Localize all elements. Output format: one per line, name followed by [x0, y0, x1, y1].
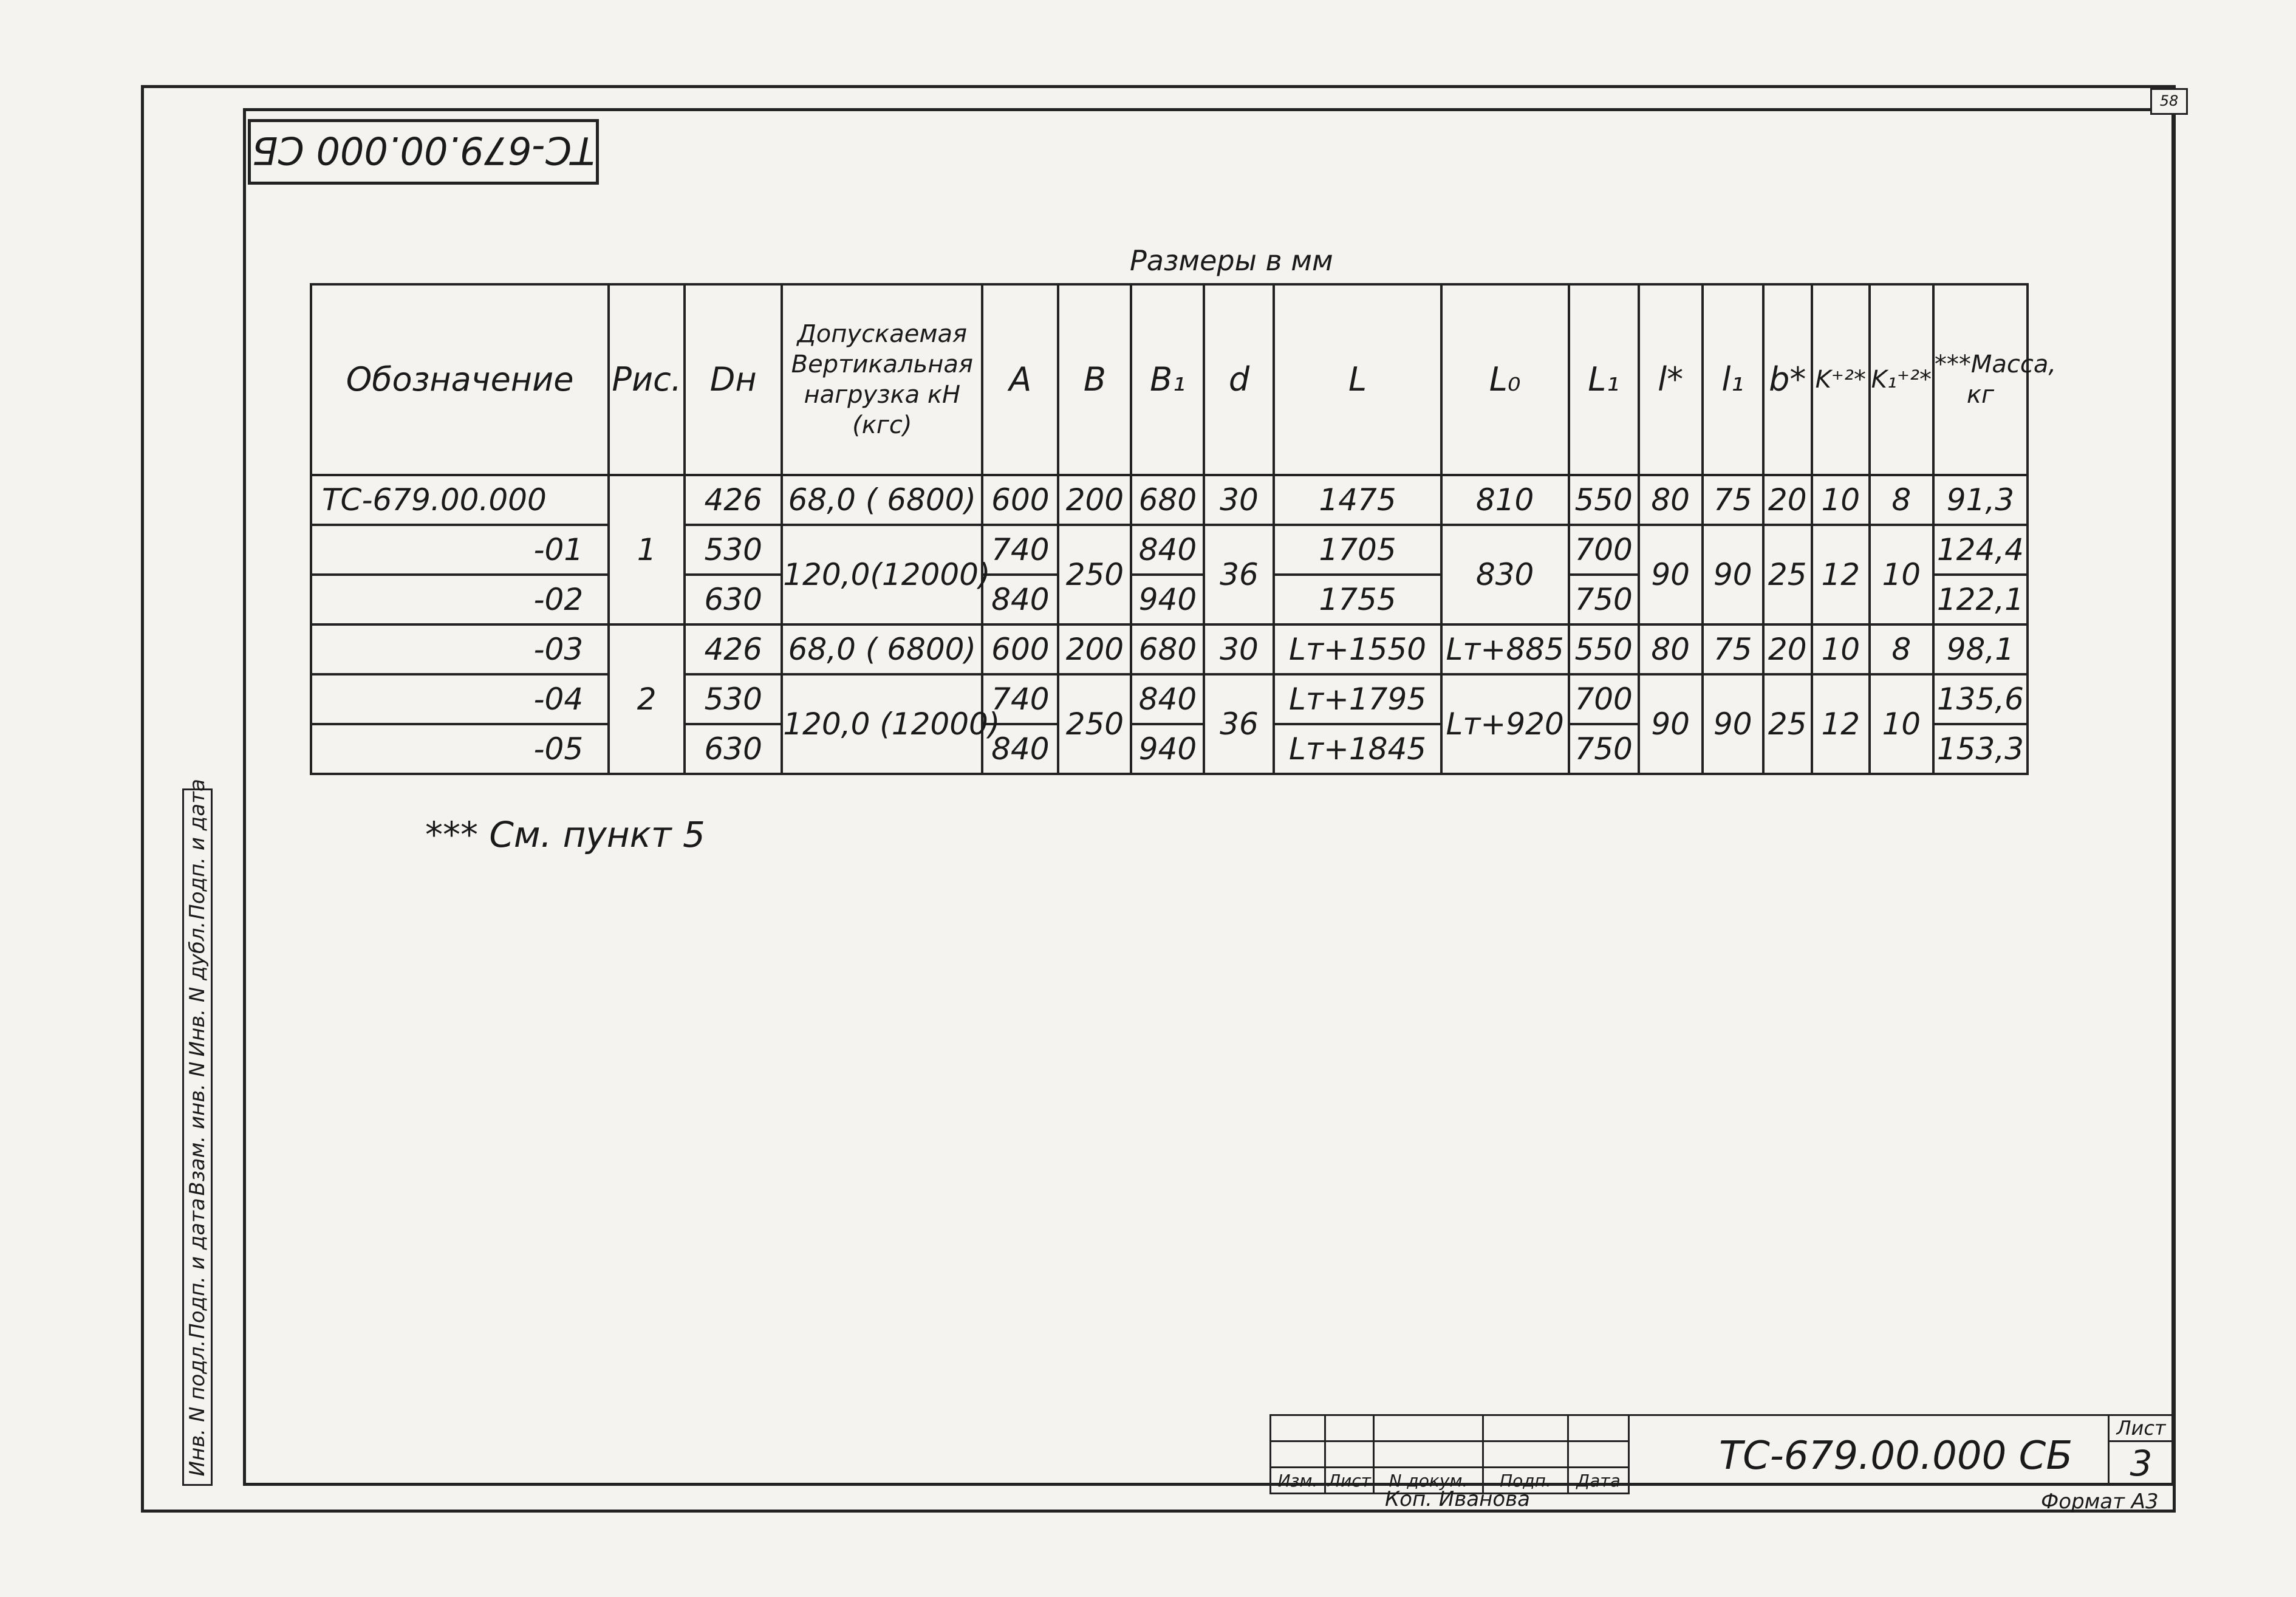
cell-l0: Lт+920: [1441, 674, 1569, 774]
cell-k1: 10: [1870, 674, 1933, 774]
cell-k: 12: [1812, 674, 1870, 774]
cell-a: 600: [982, 624, 1058, 674]
cell-a: 740: [982, 674, 1058, 724]
cell-l1: 750: [1569, 724, 1639, 774]
cell-l-star: 80: [1639, 475, 1703, 525]
cell-b1: 940: [1131, 575, 1204, 624]
cell-b-star: 25: [1763, 674, 1812, 774]
table-row: [311, 525, 2028, 575]
copied-by: Коп. Иванова: [1385, 1487, 1530, 1511]
cell-l: Lт+1845: [1274, 724, 1441, 774]
specification-table: [310, 283, 2057, 775]
cell-d: 36: [1204, 674, 1274, 774]
header-fig: Рис.: [609, 284, 685, 475]
side-label-sign-date-2: Подп. и дата: [185, 1198, 210, 1339]
cell-dn: 530: [685, 525, 782, 575]
header-k1: K₁⁺²*: [1870, 284, 1933, 475]
cell-mass: 135,6: [1933, 674, 2028, 724]
cell-k1: 10: [1870, 525, 1933, 624]
paper-format: Формат А3: [2041, 1489, 2159, 1514]
cell-l-star: 90: [1639, 525, 1703, 624]
cell-k: 12: [1812, 525, 1870, 624]
header-dn: Dн: [685, 284, 782, 475]
cell-l1: 550: [1569, 475, 1639, 525]
cell-d: 30: [1204, 624, 1274, 674]
cell-designation: -04: [311, 674, 609, 724]
header-mass: ***Масса, кг: [1933, 284, 2028, 475]
cell-k1: 8: [1870, 624, 1933, 674]
cell-b1: 840: [1131, 674, 1204, 724]
cell-b1: 680: [1131, 624, 1204, 674]
cell-l-star: 90: [1639, 674, 1703, 774]
cell-l: Lт+1795: [1274, 674, 1441, 724]
cell-b1: 680: [1131, 475, 1204, 525]
cell-b-star: 20: [1763, 624, 1812, 674]
cell-l-star: 80: [1639, 624, 1703, 674]
table-header-row: [311, 284, 2028, 475]
cell-load: 120,0 (12000): [782, 674, 982, 774]
cell-d: 36: [1204, 525, 1274, 624]
cell-designation: -05: [311, 724, 609, 774]
cell-mass: 91,3: [1933, 475, 2028, 525]
header-k: K⁺²*: [1812, 284, 1870, 475]
cell-l1: 700: [1569, 525, 1639, 575]
cell-l1: 700: [1569, 674, 1639, 724]
header-a: A: [982, 284, 1058, 475]
cell-mass: 122,1: [1933, 575, 2028, 624]
header-l: L: [1274, 284, 1441, 475]
cell-l: 1755: [1274, 575, 1441, 624]
cell-dn: 630: [685, 724, 782, 774]
tb-col-change: Изм.: [1271, 1468, 1325, 1494]
cell-fig: 1: [609, 475, 685, 624]
cell-l1-small: 75: [1703, 475, 1763, 525]
cell-l0: 830: [1441, 525, 1569, 624]
header-designation: Обозначение: [311, 284, 609, 475]
rotated-designation-stamp: ТС-679.00.000 СБ: [248, 119, 599, 185]
cell-l: 1705: [1274, 525, 1441, 575]
units-caption: Размеры в мм: [1130, 244, 1333, 277]
side-label-repl-inv: Взам. инв. N: [185, 1061, 210, 1196]
header-l-star: l*: [1639, 284, 1703, 475]
cell-b: 200: [1058, 475, 1131, 525]
cell-b1: 940: [1131, 724, 1204, 774]
cell-load: 120,0(12000): [782, 525, 982, 624]
tb-col-docnum: N докум.: [1374, 1468, 1483, 1494]
header-b1: B₁: [1131, 284, 1204, 475]
header-l1: L₁: [1569, 284, 1639, 475]
side-label-orig-inv: Инв. N подл.: [185, 1339, 210, 1477]
cell-load: 68,0 ( 6800): [782, 624, 982, 674]
title-block-revisions: [1269, 1414, 1630, 1494]
header-load: Допускаемая Вертикальная нагрузка кН (кгс): [782, 284, 982, 475]
cell-l: Lт+1550: [1274, 624, 1441, 674]
cell-l1: 550: [1569, 624, 1639, 674]
tb-col-sheet: Лист: [1325, 1468, 1374, 1494]
corner-sheet-number: 58: [2150, 88, 2188, 115]
sheet-label: Лист: [2110, 1416, 2173, 1442]
title-block-sheet-box: [2108, 1414, 2175, 1486]
cell-l1-small: 90: [1703, 525, 1763, 624]
cell-load: 68,0 ( 6800): [782, 475, 982, 525]
cell-l1-small: 90: [1703, 674, 1763, 774]
table-row: [311, 475, 2028, 525]
header-d: d: [1204, 284, 1274, 475]
cell-b: 250: [1058, 674, 1131, 774]
cell-l1-small: 75: [1703, 624, 1763, 674]
tb-col-sign: Подп.: [1483, 1468, 1568, 1494]
cell-b1: 840: [1131, 525, 1204, 575]
cell-designation: -02: [311, 575, 609, 624]
cell-k1: 8: [1870, 475, 1933, 525]
side-label-dup-inv: Инв. N дубл.: [185, 921, 210, 1057]
cell-l1: 750: [1569, 575, 1639, 624]
tb-col-date: Дата: [1568, 1468, 1629, 1494]
cell-a: 840: [982, 724, 1058, 774]
side-label-sign-date-1: Подп. и дата: [185, 779, 210, 920]
header-l0: L₀: [1441, 284, 1569, 475]
cell-d: 30: [1204, 475, 1274, 525]
cell-mass: 124,4: [1933, 525, 2028, 575]
cell-dn: 530: [685, 674, 782, 724]
cell-dn: 630: [685, 575, 782, 624]
cell-designation: -03: [311, 624, 609, 674]
cell-fig: 2: [609, 624, 685, 774]
cell-l: 1475: [1274, 475, 1441, 525]
footnote: *** См. пункт 5: [425, 814, 705, 855]
cell-mass: 98,1: [1933, 624, 2028, 674]
cell-k: 10: [1812, 475, 1870, 525]
cell-b-star: 20: [1763, 475, 1812, 525]
header-b: B: [1058, 284, 1131, 475]
cell-k: 10: [1812, 624, 1870, 674]
cell-l0: Lт+885: [1441, 624, 1569, 674]
cell-b: 200: [1058, 624, 1131, 674]
title-block-designation: ТС-679.00.000 СБ: [1719, 1434, 2073, 1479]
cell-dn: 426: [685, 624, 782, 674]
table-row: [311, 674, 2028, 724]
cell-b-star: 25: [1763, 525, 1812, 624]
header-l1-small: l₁: [1703, 284, 1763, 475]
cell-l0: 810: [1441, 475, 1569, 525]
cell-a: 600: [982, 475, 1058, 525]
cell-a: 840: [982, 575, 1058, 624]
cell-designation: ТС-679.00.000: [311, 475, 609, 525]
cell-a: 740: [982, 525, 1058, 575]
cell-mass: 153,3: [1933, 724, 2028, 774]
cell-designation: -01: [311, 525, 609, 575]
table-row: [311, 624, 2028, 674]
cell-b: 250: [1058, 525, 1131, 624]
cell-dn: 426: [685, 475, 782, 525]
sheet-number: 3: [2130, 1443, 2153, 1484]
header-b-star: b*: [1763, 284, 1812, 475]
